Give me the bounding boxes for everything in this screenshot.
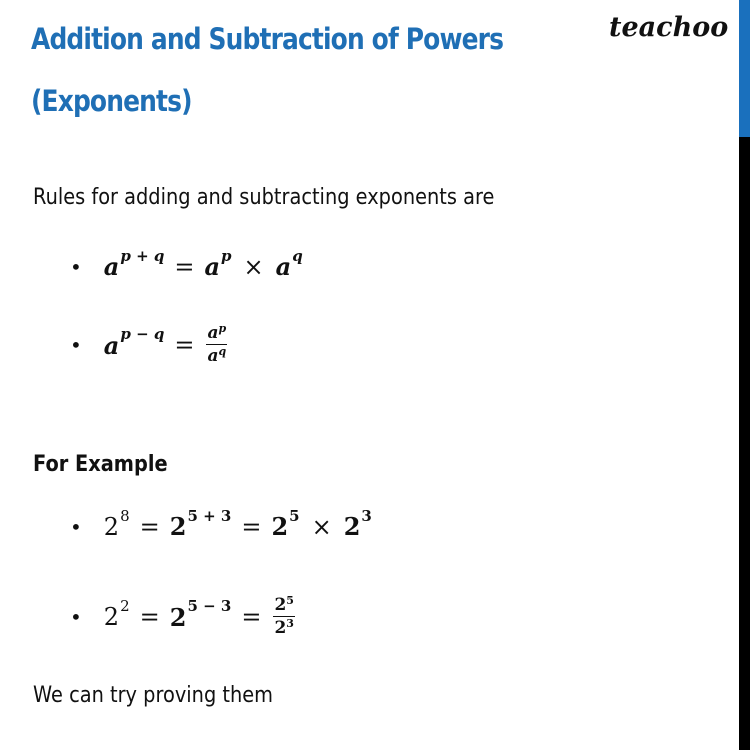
rule-subtraction: • a p − q = $\frac{a^p}{a^q}$ xyxy=(70,322,227,366)
rule-addition: • a p + q = a p × a q xyxy=(70,246,303,281)
intro-text: Rules for adding and subtracting exponents are xyxy=(33,185,495,210)
page-title-line2: (Exponents) xyxy=(31,84,192,118)
closing-text: We can try proving them xyxy=(33,683,274,708)
example-subtraction: • 2 2 = 2 5 − 3 = $\frac{2^5}{2^3}$ xyxy=(70,594,294,638)
example-addition: • 2 8 = 2 5 + 3 = 2 5 × 2 3 xyxy=(70,506,372,541)
page-title-line1: Addition and Subtraction of Powers xyxy=(31,22,504,56)
accent-bar-dark xyxy=(739,137,750,750)
example-heading: For Example xyxy=(33,452,168,477)
bullet: • xyxy=(70,333,82,357)
bullet: • xyxy=(70,254,82,279)
fraction: $\frac{2^5}{2^3}$ xyxy=(274,594,294,638)
accent-bar-blue xyxy=(739,0,750,137)
teachoo-logo: teachoo xyxy=(609,12,729,43)
fraction: $\frac{a^p}{a^q}$ xyxy=(207,322,227,366)
